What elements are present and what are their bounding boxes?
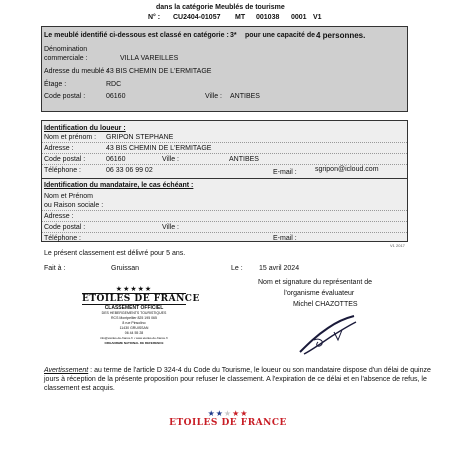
owner-heading: Identification du loueur : — [44, 125, 126, 132]
stamp-line: 06 44 55 28 — [124, 331, 144, 335]
owner-name-value: GRIPON STEPHANE — [106, 134, 174, 141]
owner-postal-value: 06160 — [106, 156, 126, 163]
divider — [42, 210, 407, 211]
stamp-line: info@etoiles-de-france.fr • www.etoiles-de-france.fr — [100, 336, 168, 340]
stamp-line: 8 rue Pinsolino — [122, 321, 146, 325]
denomination-label-2: commerciale : — [44, 55, 88, 62]
notice-line-2: jours à réception de la présente proposition pour refuser le classement. A l'expiration de ce délai et en l'absence de refus, le — [44, 376, 427, 383]
box-version: V1 2017 — [390, 243, 405, 248]
star-icon: ★★★★★ — [207, 409, 249, 418]
validity-text: Le présent classement est délivré pour 5 ans. — [44, 250, 186, 257]
signer-name: Michel CHAZOTTES — [293, 301, 358, 308]
date-value: 15 avril 2024 — [259, 265, 300, 272]
denomination-label: Dénomination — [44, 46, 88, 53]
version-label: V1 — [313, 14, 322, 21]
agent-phone-label: Téléphone : — [44, 235, 81, 242]
owner-address-label: Adresse : — [44, 145, 74, 152]
star-icon: ★★★★★ — [115, 286, 153, 293]
agent-heading: Identification du mandataire, le cas échéant : — [44, 182, 194, 189]
document-title: dans la catégorie Meublés de tourisme — [156, 4, 285, 11]
date-label: Le : — [231, 265, 243, 272]
capacity-label: pour une capacité de — [245, 32, 316, 39]
signature-label: Nom et signature du représentant de — [258, 279, 373, 286]
stamp-line: DES HEBERGEMENTS TOURISTIQUES — [101, 311, 167, 315]
divider — [42, 153, 407, 154]
classification-label: Le meublé identifié ci-dessous est classé en catégorie : — [44, 32, 229, 39]
denomination-value: VILLA VAREILLES — [120, 55, 179, 62]
owner-city-label: Ville : — [162, 156, 179, 163]
divider — [42, 164, 407, 165]
meuble-address-label: Adresse du meublé : — [44, 68, 109, 75]
stamp-subtitle: CLASSEMENT OFFICIEL — [104, 305, 164, 311]
agent-name-label-2: ou Raison sociale : — [44, 202, 104, 209]
stamp-line: ORGANISME NATIONAL DE REFERENCE — [104, 341, 164, 345]
meuble-postal-label: Code postal : — [44, 93, 86, 100]
stamp-title: ETOILES DE FRANCE — [82, 294, 200, 304]
owner-phone-value: 06 33 06 99 02 — [106, 167, 153, 174]
meuble-city-value: ANTIBES — [230, 93, 260, 100]
agent-email-label: E-mail : — [273, 235, 297, 242]
place-label: Fait à : — [44, 265, 66, 272]
floor-value: RDC — [106, 81, 122, 88]
meuble-postal-value: 06160 — [106, 93, 126, 100]
capacity-value: 4 personnes. — [316, 31, 366, 40]
owner-city-value: ANTIBES — [229, 156, 259, 163]
owner-email-label: E-mail : — [273, 169, 297, 176]
owner-phone-label: Téléphone : — [44, 167, 81, 174]
agent-name-label: Nom et Prénom — [44, 193, 94, 200]
mt-number: 001038 — [256, 14, 280, 21]
agent-address-label: Adresse : — [44, 213, 74, 220]
meuble-address-value: 43 BIS CHEMIN DE L'ERMITAGE — [106, 68, 212, 75]
category-stars: 3* — [230, 32, 237, 39]
footer-logo-text: ETOILES DE FRANCE — [169, 418, 287, 428]
divider — [42, 232, 407, 233]
stamp-line: 11430 GRUISSAN — [119, 326, 149, 330]
agent-postal-label: Code postal : — [44, 224, 86, 231]
owner-postal-label: Code postal : — [44, 156, 86, 163]
signature-label-2: l'organisme évaluateur — [284, 290, 355, 297]
stamp — [82, 286, 200, 346]
divider — [42, 142, 407, 143]
owner-name-label: Nom et prénom : — [44, 134, 97, 141]
place-value: Gruissan — [111, 265, 140, 272]
divider — [42, 221, 407, 222]
footer-logo — [158, 410, 298, 429]
divider — [42, 178, 407, 179]
number-label: N° : — [148, 14, 161, 21]
notice-heading: Avertissement — [44, 367, 89, 374]
handwritten-signature — [294, 310, 364, 360]
stamp-line: RCS Montpellier 825 195 065 — [111, 316, 157, 320]
agent-city-label: Ville : — [162, 224, 179, 231]
floor-label: Étage : — [44, 81, 67, 88]
notice-text: : au terme de l'article D 324-4 du Code du Tourisme, le loueur ou son mandataire dispose d'un délai de quinze — [88, 367, 431, 374]
meuble-city-label: Ville : — [205, 93, 222, 100]
notice-line-3: classement est acquis. — [44, 385, 115, 392]
classement-code: CU2404-01057 — [173, 14, 221, 21]
mt-label: MT — [235, 14, 246, 21]
notice-line-1 — [44, 367, 431, 375]
sequence-number: 0001 — [291, 14, 307, 21]
owner-email-value: sgripon@icloud.com — [315, 166, 379, 173]
owner-address-value: 43 BIS CHEMIN DE L'ERMITAGE — [106, 145, 212, 152]
